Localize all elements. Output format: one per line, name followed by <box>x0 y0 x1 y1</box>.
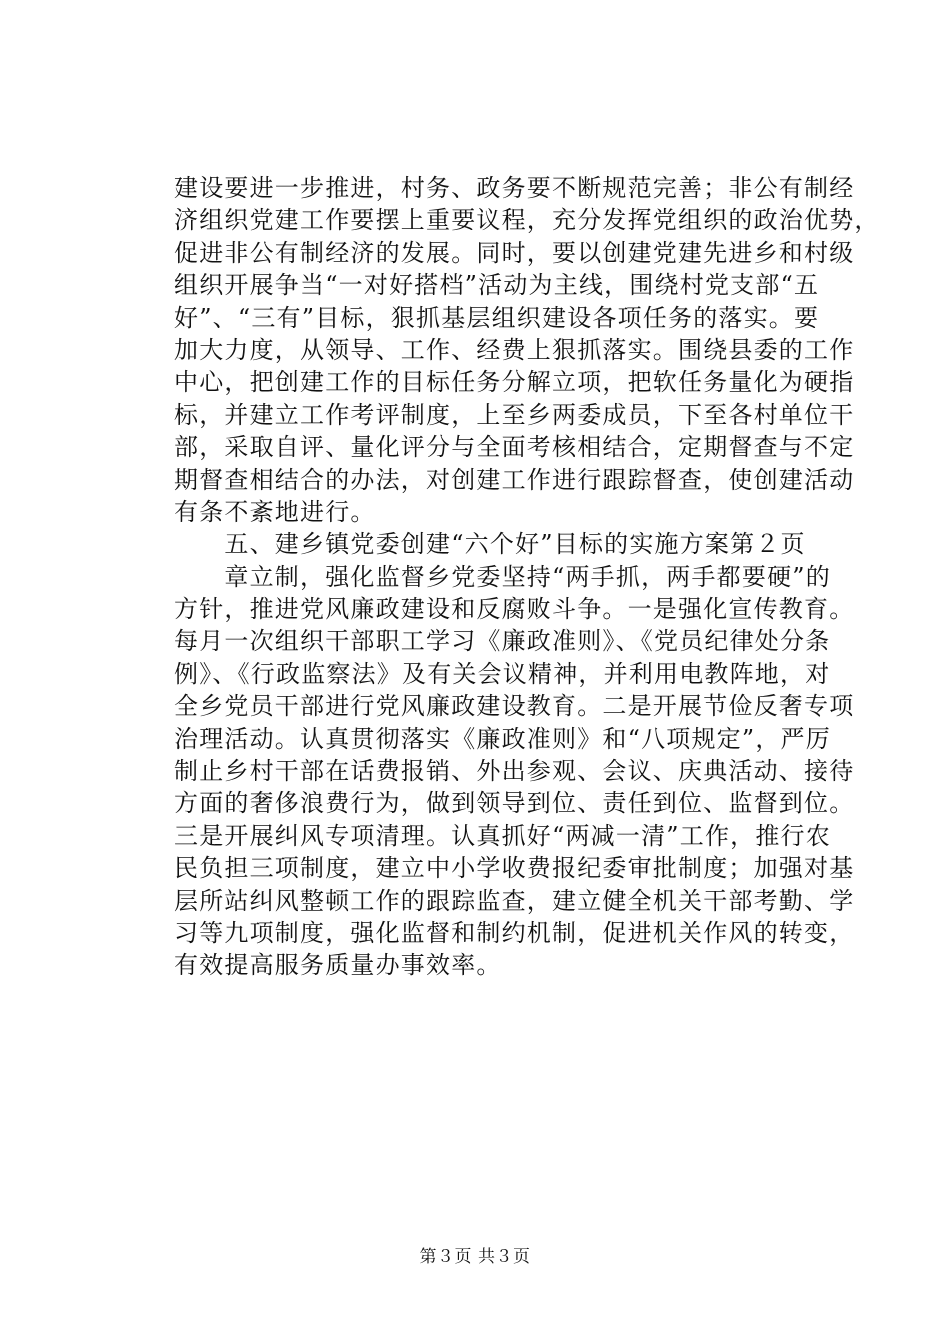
text-line: 习等九项制度，强化监督和制约机制，促进机关作风的转变， <box>174 918 855 947</box>
text-line: 有效提高服务质量办事效率。 <box>174 951 502 980</box>
page-number-footer: 第３页 共３页 <box>419 1247 531 1267</box>
text-line: 方面的奢侈浪费行为，做到领导到位、责任到位、监督到位。 <box>174 789 855 818</box>
text-line: 有条不紊地进行。 <box>174 497 376 526</box>
text-line: 方针，推进党风廉政建设和反腐败斗争。一是强化宣传教育。 <box>174 595 855 624</box>
text-line: 组织开展争当“一对好搭档”活动为主线，围绕村党支部“五 <box>174 271 820 300</box>
text-line: 章立制，强化监督乡党委坚持“两手抓，两手都要硬”的 <box>174 562 831 591</box>
text-line: 三是开展纠风专项清理。认真抓好“两减一清”工作，推行农 <box>174 821 831 850</box>
text-line: 治理活动。认真贯彻落实《廉政准则》和“八项规定”，严厉 <box>174 724 831 753</box>
text-line: 济组织党建工作要摆上重要议程，充分发挥党组织的政治优势， <box>174 206 880 235</box>
text-line: 建设要进一步推进，村务、政务要不断规范完善；非公有制经 <box>174 174 855 202</box>
text-line: 加大力度，从领导、工作、经费上狠抓落实。围绕县委的工作 <box>174 335 855 364</box>
section-heading: 五、建乡镇党委创建“六个好”目标的实施方案第２页 <box>174 530 806 559</box>
text-line: 促进非公有制经济的发展。同时，要以创建党建先进乡和村级 <box>174 238 855 267</box>
text-line: 好”、“三有”目标，狠抓基层组织建设各项任务的落实。要 <box>174 303 820 332</box>
text-line: 部，采取自评、量化评分与全面考核相结合，定期督查与不定 <box>174 433 855 462</box>
text-line: 层所站纠风整顿工作的跟踪监查，建立健全机关干部考勤、学 <box>174 886 855 915</box>
text-line: 全乡党员干部进行党风廉政建设教育。二是开展节俭反奢专项 <box>174 692 855 721</box>
text-line: 期督查相结合的办法，对创建工作进行跟踪督查，使创建活动 <box>174 465 855 494</box>
text-line: 标，并建立工作考评制度，上至乡两委成员，下至各村单位干 <box>174 400 855 429</box>
text-line: 制止乡村干部在话费报销、外出参观、会议、庆典活动、接待 <box>174 757 855 786</box>
text-line: 中心，把创建工作的目标任务分解立项，把软任务量化为硬指 <box>174 368 855 397</box>
text-line: 每月一次组织干部职工学习《廉政准则》、《党员纪律处分条 <box>174 627 831 656</box>
text-line: 民负担三项制度，建立中小学收费报纪委审批制度；加强对基 <box>174 854 855 883</box>
text-line: 例》、《行政监察法》及有关会议精神，并利用电教阵地，对 <box>174 659 831 688</box>
document-body <box>174 172 880 982</box>
